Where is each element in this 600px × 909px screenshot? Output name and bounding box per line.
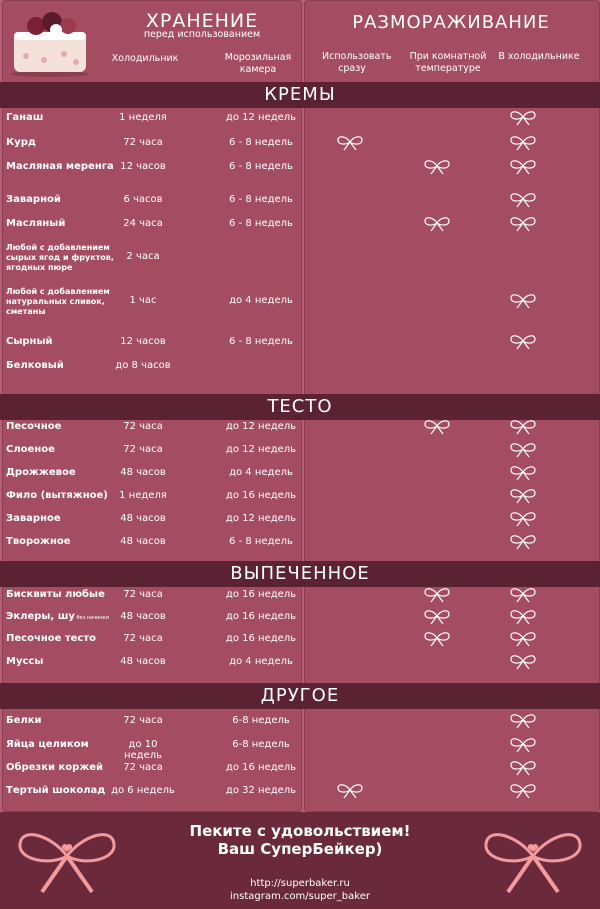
row-name <box>6 467 114 478</box>
freezer-time: до 32 недель <box>225 785 297 796</box>
row-name-text: Белки <box>6 715 42 726</box>
fridge-time: 48 часов <box>120 656 166 667</box>
freezer-time: до 12 недель <box>225 444 297 455</box>
fridge-time: 72 часа <box>123 421 163 432</box>
freezer-time: до 12 недель <box>225 112 297 123</box>
fridge-time: 1 неделя <box>119 490 167 501</box>
fridge-time: 72 часа <box>123 444 163 455</box>
freezer-time: 6-8 недель <box>232 715 290 726</box>
fridge-time: до 6 недель <box>111 785 175 796</box>
row-name-text: Яйца целиком <box>6 739 89 750</box>
row-name-text: Любой с добавлением натуральных сливок, сметаны <box>6 287 110 316</box>
fridge-time: 48 часов <box>120 513 166 524</box>
bow-icon <box>509 488 537 504</box>
freezer-time: 6 - 8 недель <box>229 218 293 229</box>
row-name <box>6 633 114 644</box>
bow-icon <box>509 783 537 799</box>
freezer-time: до 12 недель <box>225 421 297 432</box>
bow-icon <box>509 534 537 550</box>
row-name-text: Обрезки коржей <box>6 762 104 773</box>
row-name <box>6 739 114 750</box>
bow-icon <box>509 159 537 175</box>
bow-icon <box>423 587 451 603</box>
row-name <box>6 656 114 667</box>
header <box>0 0 600 82</box>
row-name-text: Любой с добавлением сырых ягод и фруктов, ягодных пюре <box>6 243 114 272</box>
storage-subtitle: перед использованием <box>143 29 261 40</box>
row-name <box>6 513 114 524</box>
storage-title: ХРАНЕНИЕ <box>145 10 259 32</box>
section-band-creams: КРЕМЫ <box>0 82 600 108</box>
big-bow-icon <box>478 826 588 896</box>
row-name-text: Песочное <box>6 421 62 432</box>
bow-icon <box>336 783 364 799</box>
fridge-time: 6 часов <box>123 194 163 205</box>
freezer-time: 6-8 недель <box>232 739 290 750</box>
row-name-text: Песочное тесто <box>6 633 97 644</box>
freezer-time: до 16 недель <box>225 589 297 600</box>
freezer-time: до 4 недель <box>229 295 293 306</box>
bow-icon <box>509 511 537 527</box>
bow-icon <box>509 713 537 729</box>
bow-icon <box>423 419 451 435</box>
bow-icon <box>336 135 364 151</box>
bow-icon <box>509 609 537 625</box>
bow-icon <box>509 293 537 309</box>
row-name-text: Муссы <box>6 656 44 667</box>
freezer-time: 6 - 8 недель <box>229 336 293 347</box>
row-name-text: Слоеное <box>6 444 55 455</box>
row-name-text: Бисквиты любые <box>6 589 105 600</box>
row-name-text: Творожное <box>6 536 71 547</box>
col-freezer-header: Морозильная камера <box>224 52 292 75</box>
row-name <box>6 112 114 123</box>
fridge-time: 2 часа <box>126 251 160 262</box>
row-name <box>6 611 114 622</box>
fridge-time: 1 неделя <box>119 112 167 123</box>
bow-icon <box>423 216 451 232</box>
row-name <box>6 421 114 432</box>
freezer-time: до 16 недель <box>225 633 297 644</box>
bow-icon <box>509 465 537 481</box>
fridge-time: 24 часа <box>123 218 163 229</box>
fridge-time: 72 часа <box>123 715 163 726</box>
freezer-time: до 16 недель <box>225 490 297 501</box>
fridge-time: 1 час <box>129 295 157 306</box>
row-name <box>6 218 114 229</box>
row-name-text: Ганаш <box>6 112 44 123</box>
row-name <box>6 536 114 547</box>
freezer-time: до 4 недель <box>229 656 293 667</box>
cake-image <box>6 6 94 78</box>
fridge-time: 48 часов <box>120 467 166 478</box>
col-in-fridge-header: В холодильнике <box>498 51 580 62</box>
row-name <box>6 444 114 455</box>
row-name-text: Тертый шоколад <box>6 785 106 796</box>
row-name <box>6 194 114 205</box>
freezer-time: 6 - 8 недель <box>229 137 293 148</box>
row-name <box>6 161 114 172</box>
fridge-time: 72 часа <box>123 589 163 600</box>
footer-line1: Пеките с удовольствием! <box>189 822 411 840</box>
fridge-time: 72 часа <box>123 633 163 644</box>
instagram-link[interactable]: instagram.com/super_baker <box>230 891 370 902</box>
bow-icon <box>509 334 537 350</box>
bow-icon <box>509 442 537 458</box>
row-name <box>6 360 114 371</box>
row-name-text: Заварное <box>6 513 61 524</box>
fridge-time: 72 часа <box>123 762 163 773</box>
freezer-time: 6 - 8 недель <box>229 536 293 547</box>
bow-icon <box>423 159 451 175</box>
row-name-text: Курд <box>6 137 36 148</box>
row-name-text: Эклеры, шу <box>6 611 75 622</box>
col-use-now-header: Использовать сразу <box>322 51 392 74</box>
bow-icon <box>509 192 537 208</box>
bow-icon <box>509 135 537 151</box>
row-note: без начинки <box>74 615 109 621</box>
bow-icon <box>423 631 451 647</box>
row-name <box>6 490 114 501</box>
freezer-time: до 16 недель <box>225 611 297 622</box>
fridge-time: 12 часов <box>120 161 166 172</box>
row-name <box>6 762 114 773</box>
row-name-text: Масляный <box>6 218 66 229</box>
footer-line2: Ваш СуперБейкер) <box>217 840 383 858</box>
freezer-time: до 12 недель <box>225 513 297 524</box>
row-name-text: Фило (вытяжное) <box>6 490 108 501</box>
freezer-time: до 16 недель <box>225 762 297 773</box>
freezer-time: до 4 недель <box>229 467 293 478</box>
bow-icon <box>423 609 451 625</box>
row-name-text: Заварной <box>6 194 61 205</box>
row-name <box>6 137 114 148</box>
freezer-time: 6 - 8 недель <box>229 194 293 205</box>
col-fridge-header: Холодильник <box>111 53 179 64</box>
big-bow-icon <box>12 826 122 896</box>
section-band-other: ДРУГОЕ <box>0 683 600 709</box>
bow-icon <box>509 587 537 603</box>
row-name-text: Дрожжевое <box>6 467 76 478</box>
row-name <box>6 287 114 317</box>
fridge-time: до 10 недель <box>123 739 163 761</box>
row-name-text: Масляная меренга <box>6 161 114 172</box>
thaw-title: РАЗМОРАЖИВАНИЕ <box>352 12 550 33</box>
bow-icon <box>509 631 537 647</box>
row-name-text: Белковый <box>6 360 64 371</box>
bow-icon <box>509 110 537 126</box>
bow-icon <box>509 419 537 435</box>
section-band-baked: ВЫПЕЧЕННОЕ <box>0 561 600 587</box>
fridge-time: 12 часов <box>120 336 166 347</box>
bow-icon <box>509 654 537 670</box>
freezer-time: 6 - 8 недель <box>229 161 293 172</box>
row-name <box>6 336 114 347</box>
bow-icon <box>509 216 537 232</box>
row-name <box>6 243 114 273</box>
bow-icon <box>509 737 537 753</box>
col-room-temp-header: При комнатной температуре <box>409 51 487 74</box>
fridge-time: до 8 часов <box>115 360 171 371</box>
fridge-time: 48 часов <box>120 611 166 622</box>
fridge-time: 48 часов <box>120 536 166 547</box>
row-name <box>6 785 114 796</box>
site-link[interactable]: http://superbaker.ru <box>250 878 350 889</box>
row-name <box>6 715 114 726</box>
row-name-text: Сырный <box>6 336 53 347</box>
bow-icon <box>509 760 537 776</box>
row-name <box>6 589 114 600</box>
fridge-time: 72 часа <box>123 137 163 148</box>
section-band-dough: ТЕСТО <box>0 394 600 420</box>
